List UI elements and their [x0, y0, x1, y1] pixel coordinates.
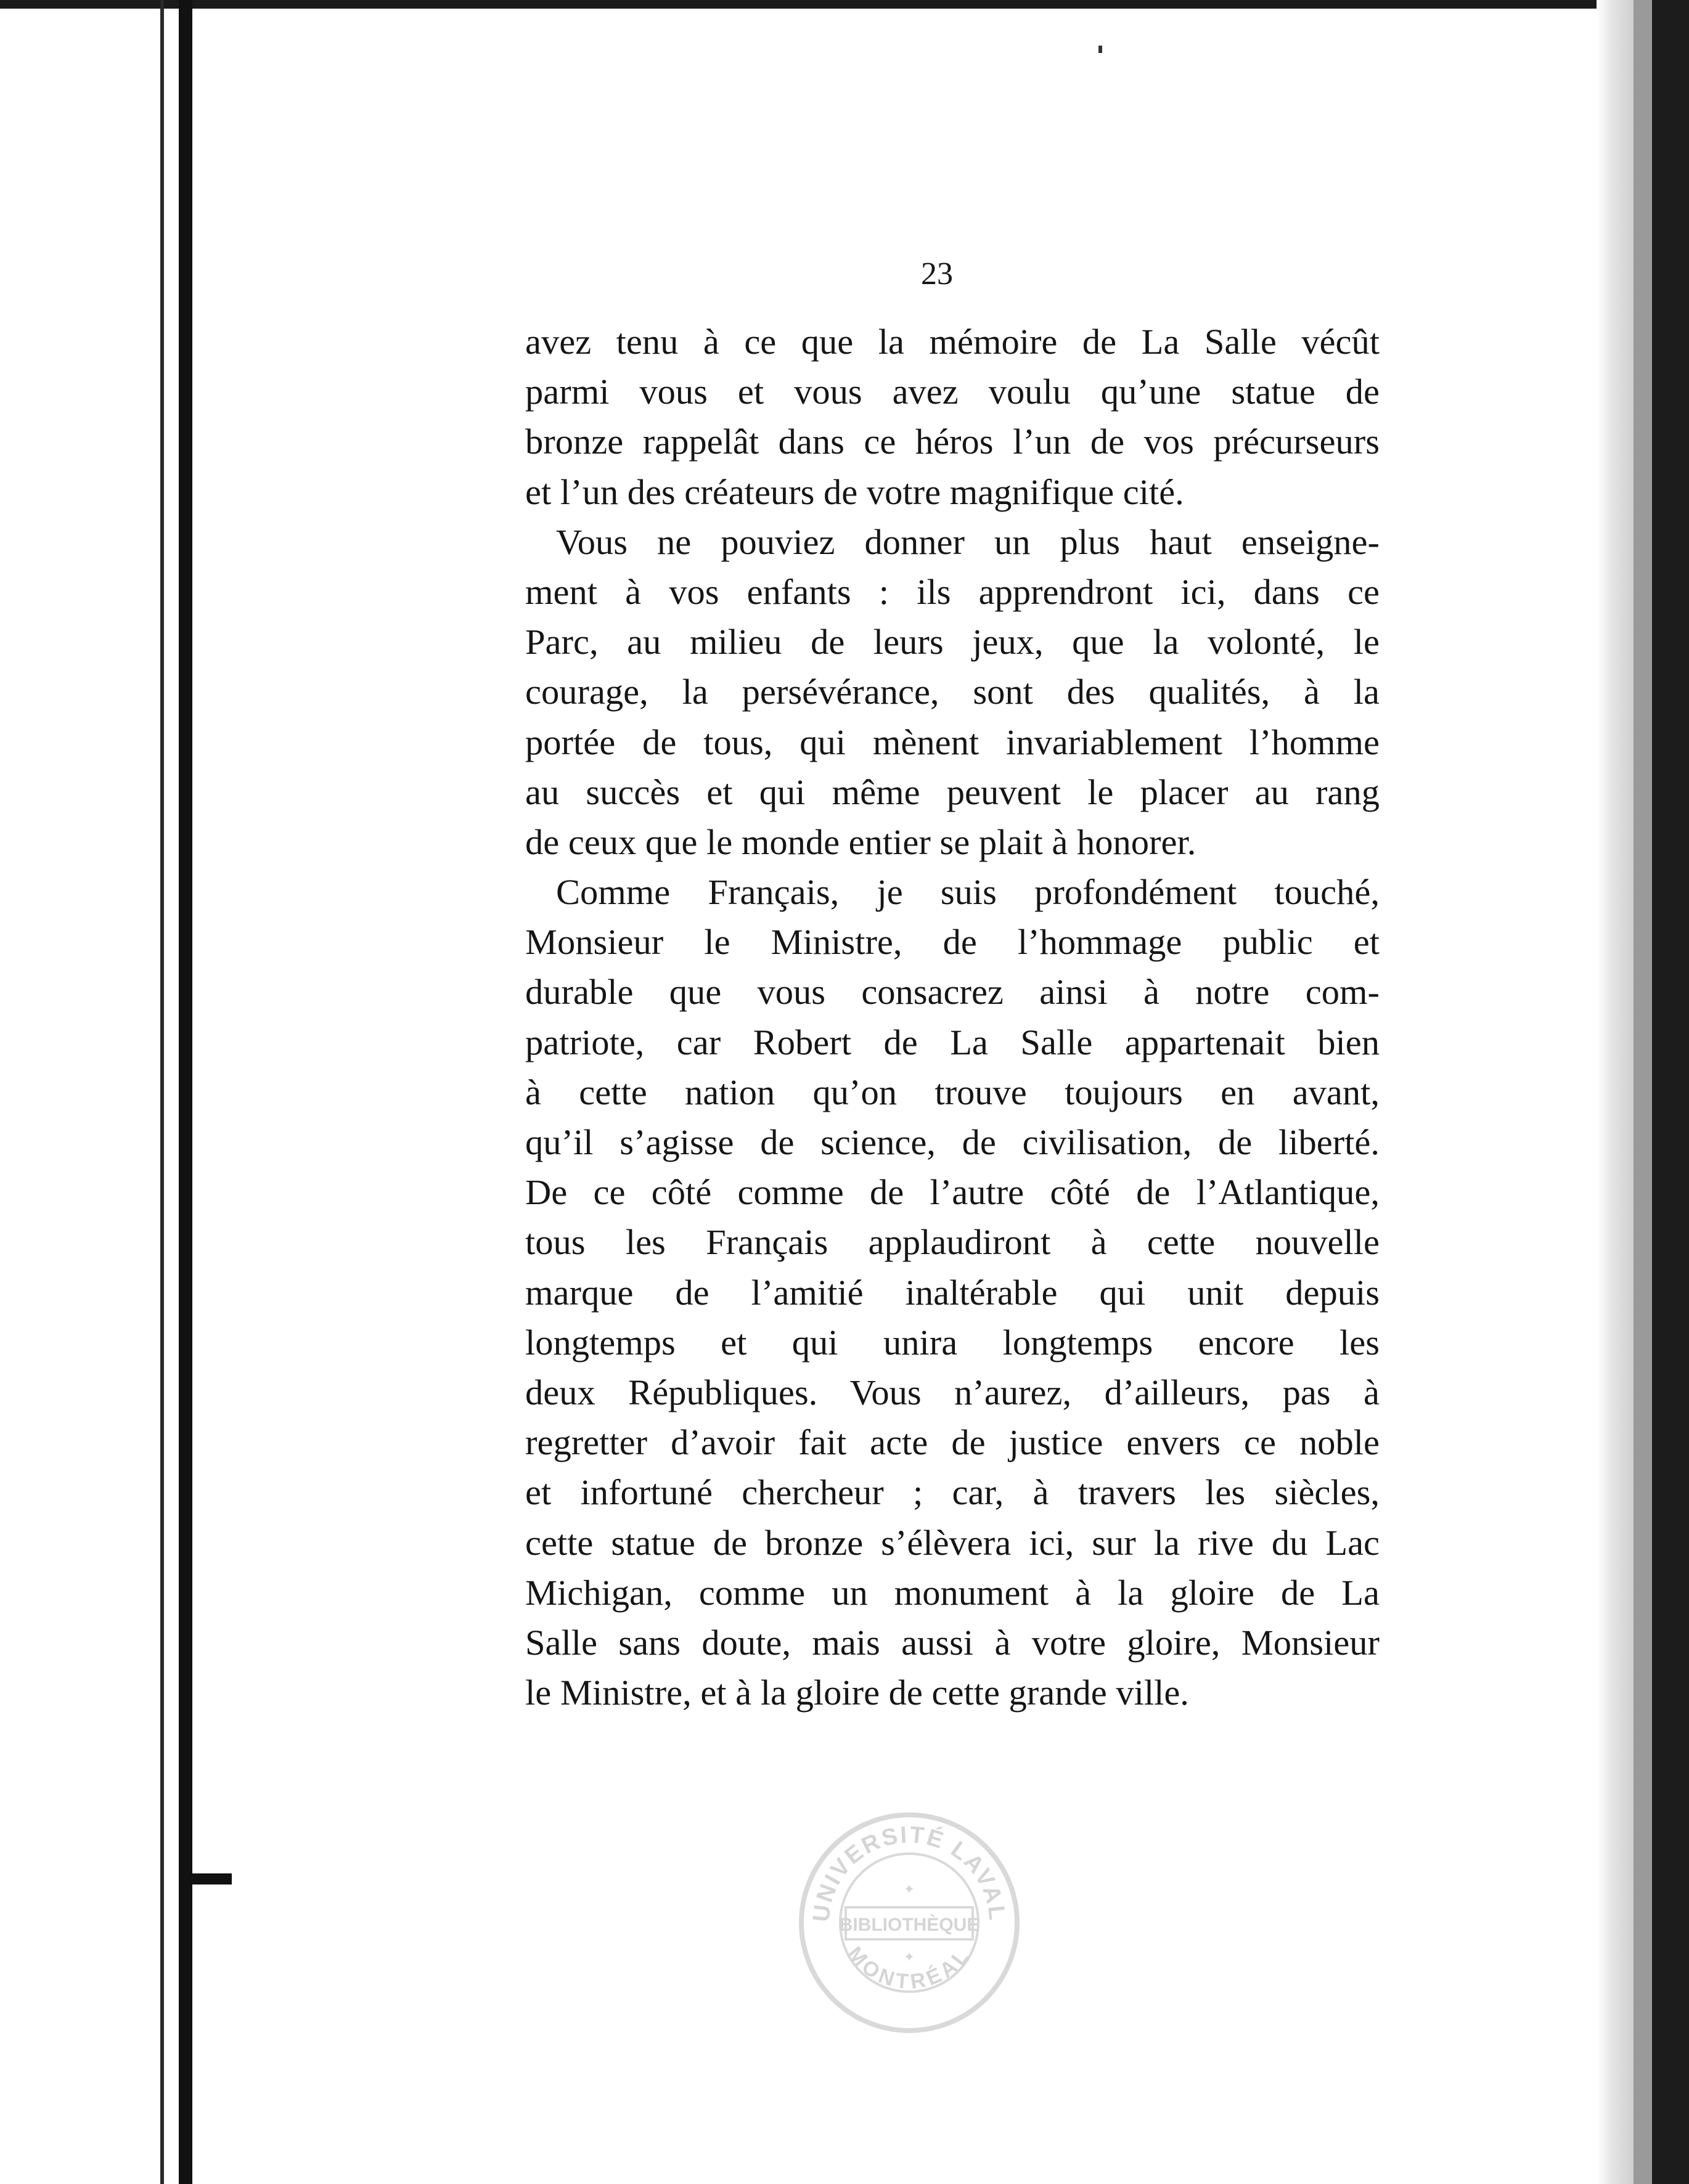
paragraph-1	[525, 317, 1380, 517]
paragraph-3	[525, 867, 1380, 1717]
text-line: marque de l’amitié inaltérable qui unit depuis	[525, 1272, 1380, 1313]
scan-right-band	[1634, 0, 1652, 2184]
text-line: Parc, au milieu de leurs jeux, que la volonté, le	[525, 622, 1380, 662]
text-line: longtemps et qui unira longtemps encore les	[525, 1322, 1380, 1363]
svg-text:✦: ✦	[903, 1950, 915, 1965]
scan-left-rule	[160, 0, 164, 2184]
text-line: patriote, car Robert de La Salle appartenait bien	[525, 1022, 1380, 1062]
text-line: De ce côté comme de l’autre côté de l’Atlantique,	[525, 1172, 1380, 1213]
text-line: portée de tous, qui mènent invariablement l’homme	[525, 722, 1380, 762]
text-line: bronze rappelât dans ce héros l’un de vos précurseurs	[525, 422, 1380, 462]
scan-speck	[1098, 46, 1102, 53]
text-line: qu’il s’agisse de science, de civilisation, de liberté.	[525, 1122, 1380, 1162]
text-line: et infortuné chercheur ; car, à travers les siècles,	[525, 1472, 1380, 1513]
text-line: Michigan, comme un monument à la gloire de La	[525, 1572, 1380, 1613]
body-text	[525, 317, 1380, 1717]
page-number: 23	[921, 256, 953, 291]
scan-top-edge	[0, 0, 1689, 9]
svg-text:✦: ✦	[903, 1882, 915, 1897]
text-line: Vous ne pouviez donner un plus haut enseigne-	[556, 521, 1380, 562]
stamp-seal-icon	[795, 1809, 1023, 2037]
scan-right-border	[1652, 0, 1689, 2184]
text-line: de ceux que le monde entier se plait à honorer.	[525, 821, 1196, 862]
text-line: Monsieur le Ministre, de l’hommage public et	[525, 922, 1380, 963]
library-stamp	[795, 1809, 1023, 2037]
svg-text:UNIVERSITÉ LAVAL: UNIVERSITÉ LAVAL	[808, 1822, 1010, 1923]
paragraph-2	[525, 517, 1380, 867]
text-line: Salle sans doute, mais aussi à votre gloire, Monsieur	[525, 1622, 1380, 1663]
text-line: et l’un des créateurs de votre magnifique cité.	[525, 471, 1184, 512]
svg-text:MONTRÉAL: MONTRÉAL	[843, 1942, 976, 1994]
svg-text:BIBLIOTHÈQUE: BIBLIOTHÈQUE	[839, 1915, 979, 1935]
text-line: le Ministre, et à la gloire de cette grande ville.	[525, 1673, 1189, 1713]
text-line: à cette nation qu’on trouve toujours en avant,	[525, 1072, 1380, 1112]
text-line: regretter d’avoir fait acte de justice envers ce noble	[525, 1422, 1380, 1463]
scan-left-notch	[187, 1873, 232, 1885]
text-line: au succès et qui même peuvent le placer au rang	[525, 772, 1380, 812]
text-line: durable que vous consacrez ainsi à notre com-	[525, 972, 1380, 1013]
scan-left-border	[179, 0, 192, 2184]
page-edge-shadow	[1597, 0, 1634, 2184]
text-line: avez tenu à ce que la mémoire de La Salle vécût	[525, 322, 1380, 362]
text-line: Comme Français, je suis profondément touché,	[556, 872, 1380, 913]
text-line: cette statue de bronze s’élèvera ici, sur la rive du Lac	[525, 1522, 1380, 1563]
text-line: tous les Français applaudiront à cette nouvelle	[525, 1222, 1380, 1263]
text-line: courage, la persévérance, sont des qualités, à la	[525, 672, 1380, 712]
text-line: parmi vous et vous avez voulu qu’une statue de	[525, 372, 1380, 412]
text-line: deux Républiques. Vous n’aurez, d’ailleurs, pas à	[525, 1372, 1380, 1412]
text-line: ment à vos enfants : ils apprendront ici, dans ce	[525, 571, 1380, 612]
